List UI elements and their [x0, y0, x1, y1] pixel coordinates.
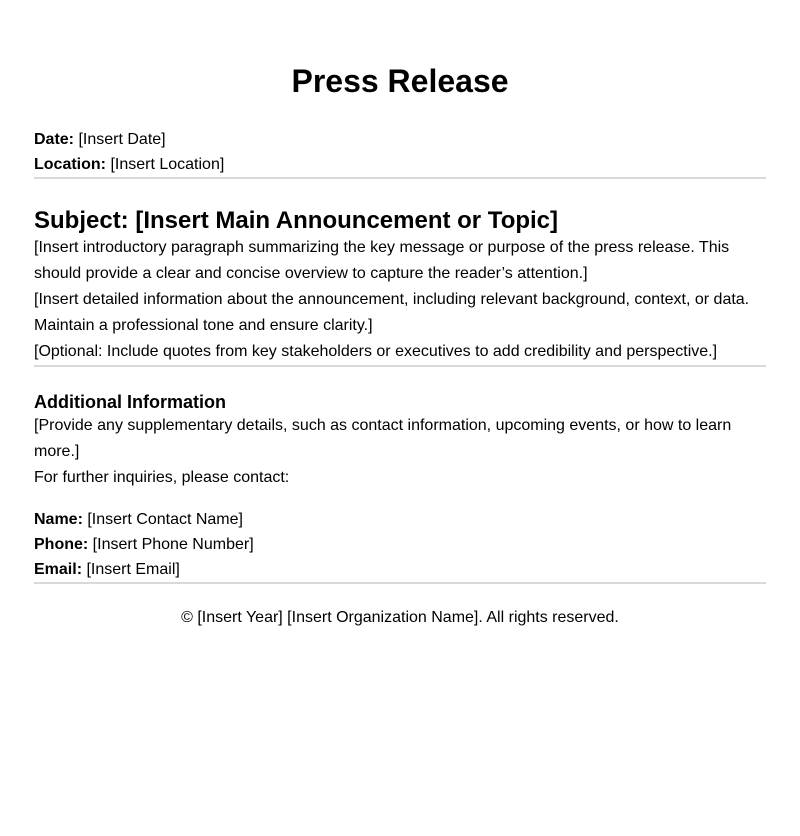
contact-name-row [34, 507, 766, 532]
page-title: Press Release [291, 63, 509, 99]
divider [34, 582, 766, 584]
additional-info-heading: Additional Information [34, 392, 226, 412]
contact-email-value: [Insert Email] [86, 561, 180, 578]
contact-name-label: Name: [34, 511, 83, 528]
divider [34, 365, 766, 367]
details-paragraph: [Insert detailed information about the announcement, including relevant background, context, or data. Maintain a professional tone and ensure clarity.] [34, 291, 750, 334]
contact-email-row [34, 557, 766, 582]
date-label: Date: [34, 131, 75, 148]
date-value: [Insert Date] [78, 131, 166, 148]
location-row [34, 152, 766, 177]
contact-name-value: [Insert Contact Name] [87, 511, 243, 528]
meta-block [34, 127, 766, 177]
footer-copyright: © [Insert Year] [Insert Organization Name]. All rights reserved. [181, 609, 619, 626]
contact-phone-label: Phone: [34, 536, 89, 553]
contact-block [34, 507, 766, 582]
location-value: [Insert Location] [110, 156, 225, 173]
location-label: Location: [34, 156, 106, 173]
inquiries-paragraph: For further inquiries, please contact: [34, 469, 290, 486]
contact-email-label: Email: [34, 561, 83, 578]
quotes-paragraph: [Optional: Include quotes from key stakeholders or executives to add credibility and perspective.] [34, 343, 718, 360]
contact-phone-row [34, 532, 766, 557]
intro-paragraph: [Insert introductory paragraph summarizing the key message or purpose of the press release. This should provide a clear and concise overview to capture the reader’s attention.] [34, 239, 730, 282]
contact-phone-value: [Insert Phone Number] [92, 536, 254, 553]
date-row [34, 127, 766, 152]
divider [34, 177, 766, 179]
additional-info-paragraph: [Provide any supplementary details, such as contact information, upcoming events, or how to learn more.] [34, 417, 732, 460]
subject-heading: Subject: [Insert Main Announcement or Topic] [34, 207, 559, 234]
